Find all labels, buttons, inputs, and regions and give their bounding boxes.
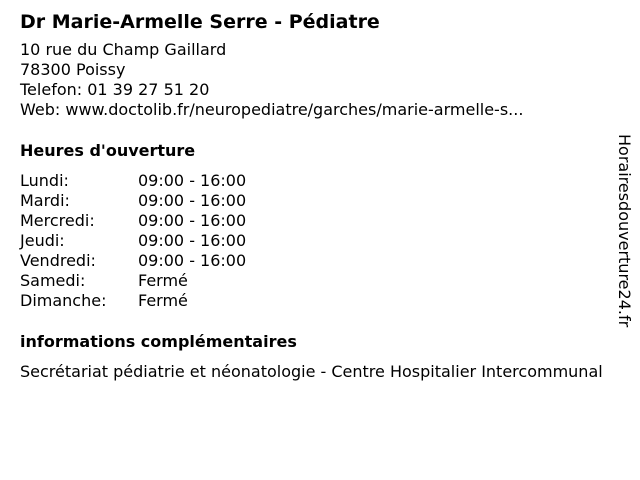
hours-day-label: Mercredi:: [20, 211, 95, 230]
hours-row-monday: [20, 171, 610, 191]
hours-day-label: Mardi:: [20, 191, 70, 210]
hours-row-tuesday: [20, 191, 610, 211]
hours-time-value: 09:00 - 16:00: [138, 171, 247, 190]
phone-line: Telefon: 01 39 27 51 20: [20, 80, 210, 99]
additional-info-heading: informations complémentaires: [20, 332, 297, 351]
listing-content: [20, 10, 610, 382]
hours-day-label: Samedi:: [20, 271, 86, 290]
website-link[interactable]: Web: www.doctolib.fr/neuropediatre/garches/marie-armelle-s...: [20, 100, 524, 119]
hours-time-value: 09:00 - 16:00: [138, 251, 247, 270]
opening-hours-table: [20, 171, 610, 311]
hours-day-label: Lundi:: [20, 171, 69, 190]
hours-row-saturday: [20, 271, 610, 291]
hours-time-value: Fermé: [138, 291, 188, 310]
address-line-city: 78300 Poissy: [20, 60, 126, 79]
additional-info-text: Secrétariat pédiatrie et néonatologie - Centre Hospitalier Intercommunal: [20, 362, 603, 381]
page-title: Dr Marie-Armelle Serre - Pédiatre: [20, 11, 380, 33]
hours-time-value: Fermé: [138, 271, 188, 290]
hours-row-wednesday: [20, 211, 610, 231]
address-line-street: 10 rue du Champ Gaillard: [20, 40, 227, 59]
brand-watermark: Horairesdouverture24.fr: [615, 134, 634, 328]
hours-row-thursday: [20, 231, 610, 251]
hours-day-label: Jeudi:: [20, 231, 65, 250]
hours-time-value: 09:00 - 16:00: [138, 211, 247, 230]
hours-day-label: Dimanche:: [20, 291, 107, 310]
hours-time-value: 09:00 - 16:00: [138, 231, 247, 250]
hours-time-value: 09:00 - 16:00: [138, 191, 247, 210]
hours-day-label: Vendredi:: [20, 251, 96, 270]
opening-hours-heading: Heures d'ouverture: [20, 141, 196, 160]
hours-row-friday: [20, 251, 610, 271]
hours-row-sunday: [20, 291, 610, 311]
